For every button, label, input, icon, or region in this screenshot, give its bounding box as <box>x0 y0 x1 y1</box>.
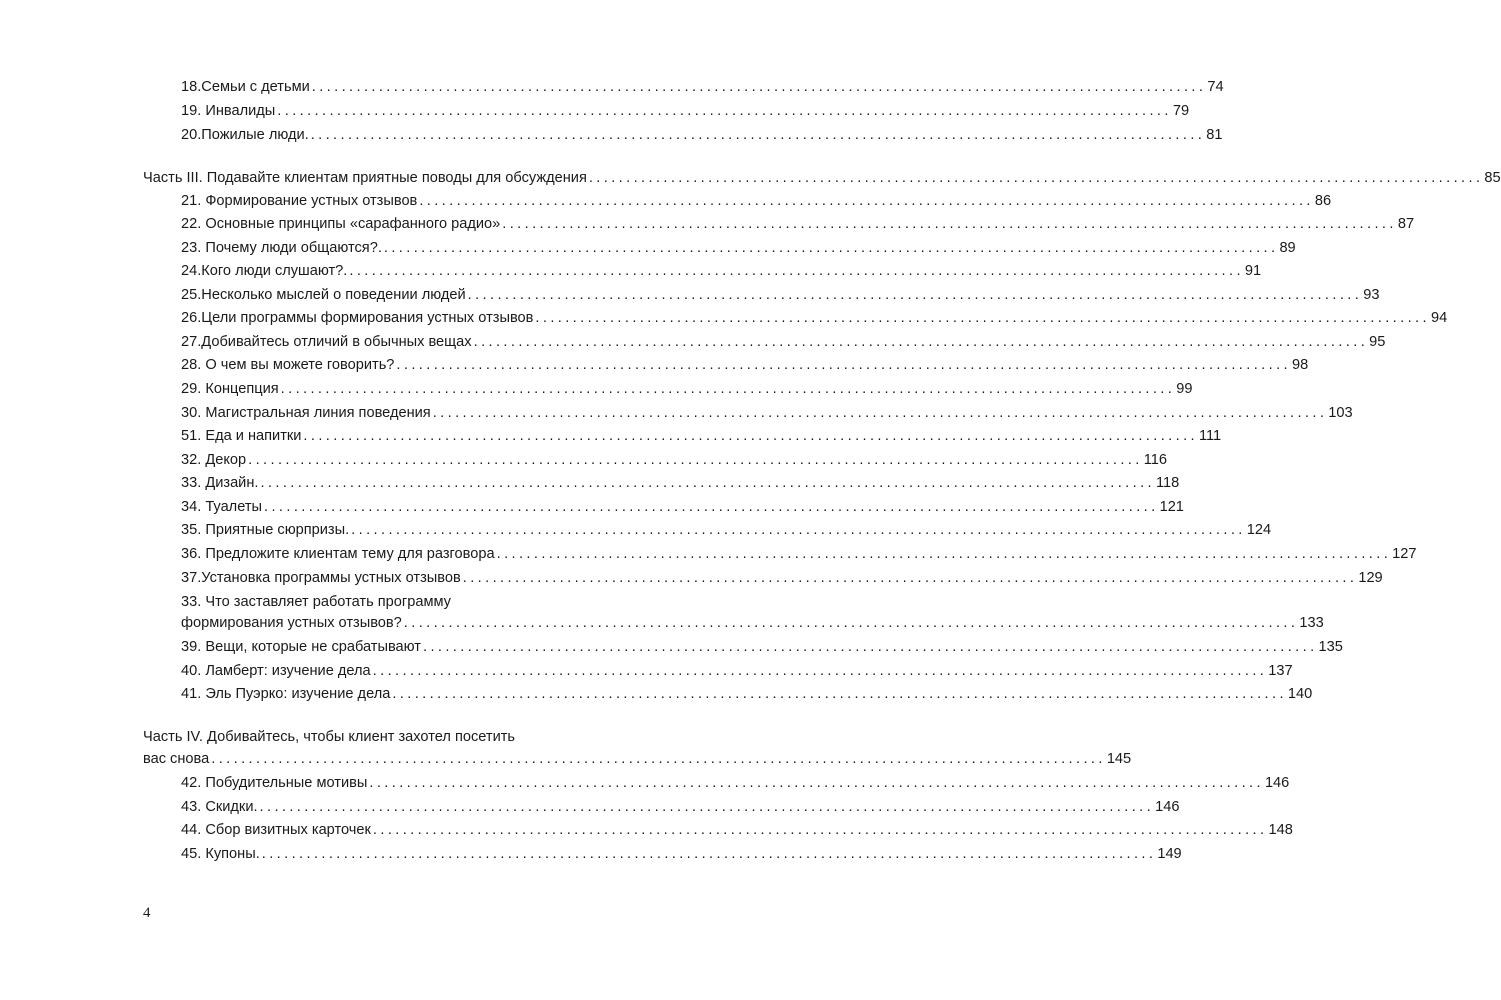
toc-entry-title: 36. Предложите клиентам тему для разговора <box>181 546 495 562</box>
toc-entry <box>181 567 1383 589</box>
toc-entry-title: 26.Цели программы формирования устных отзывов <box>181 310 534 326</box>
toc-entry-page: 146 <box>1264 775 1290 791</box>
toc-entry-page: 140 <box>1287 686 1313 702</box>
toc-leader: ........................................................................................................................ <box>467 287 1363 303</box>
toc-entry-title: 39. Вещи, которые не срабатывают <box>181 639 421 655</box>
toc-leader: ........................................................................................................................ <box>422 639 1318 655</box>
toc-entry-page: 149 <box>1157 846 1182 862</box>
toc-entry-page: 91 <box>1244 263 1262 279</box>
toc-entry <box>181 683 1313 705</box>
toc-leader: ........................................................................................................................ <box>383 240 1279 256</box>
toc-entry-page: 133 <box>1299 615 1324 631</box>
toc-entry-page: 74 <box>1207 79 1224 95</box>
toc-entry-title: 32. Декор <box>181 452 247 468</box>
toc-entry <box>181 772 1290 794</box>
toc-entry-title: 44. Сбор визитных карточек <box>181 822 371 838</box>
toc-part-title-continued: вас снова <box>143 751 210 767</box>
toc-leader: ........................................................................................................................ <box>403 615 1299 631</box>
toc-entry <box>181 496 1184 518</box>
toc-entry <box>181 660 1293 682</box>
toc-leader: ........................................................................................................................ <box>349 263 1244 279</box>
toc-entry-page: 86 <box>1314 193 1332 209</box>
toc-entry-title: 23. Почему люди общаются?. <box>181 240 382 256</box>
toc-leader: ........................................................................................................................ <box>351 522 1246 538</box>
toc-entry-title: 33. Что заставляет работать программу <box>181 594 451 610</box>
toc-entry-page: 121 <box>1159 499 1184 515</box>
toc-entry <box>181 819 1293 841</box>
toc-entry-title: 22. Основные принципы «сарафанного радио» <box>181 216 501 232</box>
toc-entry <box>181 472 1180 494</box>
toc-entry-title: 45. Купоны. <box>181 846 260 862</box>
toc-leader: ........................................................................................................................ <box>311 79 1207 95</box>
toc-part-page: 85 <box>1484 170 1501 186</box>
toc-entry-page: 103 <box>1328 405 1353 421</box>
toc-entry <box>181 425 1222 447</box>
toc-leader: ........................................................................................................................ <box>535 310 1430 326</box>
toc-leader: ........................................................................................................................ <box>303 428 1198 444</box>
toc-entry <box>181 636 1343 658</box>
toc-entry-title: 30. Магистральная линия поведения <box>181 405 431 421</box>
toc-leader: ........................................................................................................................ <box>277 103 1172 119</box>
toc-part-title: Часть III. Подавайте клиентам приятные поводы для обсуждения <box>143 170 587 186</box>
toc-entry <box>181 378 1193 400</box>
toc-leader: ........................................................................................................................ <box>259 799 1155 815</box>
toc-leader: ........................................................................................................................ <box>310 127 1206 143</box>
toc-entry-page: 79 <box>1172 103 1190 119</box>
toc-entry-title: 41. Эль Пуэрко: изучение дела <box>181 686 391 702</box>
toc-entry-title: 33. Дизайн. <box>181 475 259 491</box>
toc-entry-title: 25.Несколько мыслей о поведении людей <box>181 287 466 303</box>
toc-entry-title: 21. Формирование устных отзывов <box>181 193 418 209</box>
toc-entry <box>181 76 1224 98</box>
toc-entry <box>181 213 1415 235</box>
toc-entry-title: 28. О чем вы можете говорить? <box>181 357 395 373</box>
toc-entry-page: 95 <box>1369 334 1386 350</box>
toc-entry-page: 146 <box>1155 799 1180 815</box>
toc-entry-page: 94 <box>1430 310 1448 326</box>
toc-entry-title-continued: формирования устных отзывов? <box>181 615 402 631</box>
toc-leader: ........................................................................................................................ <box>432 405 1328 421</box>
toc-leader: ........................................................................................................................ <box>264 499 1159 515</box>
toc-entry <box>181 796 1180 818</box>
toc-entry <box>181 612 1324 634</box>
toc-entry <box>181 331 1386 353</box>
toc-entry <box>181 284 1380 306</box>
toc-leader: ........................................................................................................................ <box>260 475 1156 491</box>
toc-entry-title: 19. Инвалиды <box>181 103 276 119</box>
toc-entry-page: 98 <box>1291 357 1309 373</box>
toc-leader: ........................................................................................................................ <box>372 663 1268 679</box>
toc-entry <box>181 124 1223 146</box>
toc-part-heading-continued <box>143 748 1132 770</box>
toc-entry <box>181 402 1353 424</box>
toc-entry <box>181 843 1182 865</box>
toc-leader: ........................................................................................................................ <box>588 170 1484 186</box>
toc-entry <box>181 307 1448 329</box>
toc-entry <box>181 354 1309 376</box>
toc-entry-page: 124 <box>1246 522 1272 538</box>
toc-entry-first-line <box>181 591 650 613</box>
page-number: 4 <box>143 905 151 921</box>
toc-leader: ........................................................................................................................ <box>462 570 1358 586</box>
toc-entry <box>181 519 1272 541</box>
toc-entry <box>181 449 1167 471</box>
toc-part-title: Часть IV. Добивайтесь, чтобы клиент захотел посетить <box>143 729 516 745</box>
toc-part-heading <box>143 726 650 748</box>
toc-entry <box>181 237 1296 259</box>
toc-entry-page: 93 <box>1363 287 1380 303</box>
toc-leader: ........................................................................................................................ <box>392 686 1287 702</box>
toc-entry-page: 137 <box>1268 663 1293 679</box>
toc-part-heading <box>143 167 1501 189</box>
toc-entry-title: 27.Добивайтесь отличий в обычных вещах <box>181 334 472 350</box>
toc-entry <box>181 543 1417 565</box>
toc-leader: ........................................................................................................................ <box>211 751 1106 767</box>
toc-leader: ........................................................................................................................ <box>396 357 1291 373</box>
toc-part-page: 145 <box>1106 751 1132 767</box>
toc-entry-page: 99 <box>1176 381 1193 397</box>
toc-leader: ........................................................................................................................ <box>502 216 1397 232</box>
toc-entry-page: 118 <box>1156 475 1180 491</box>
toc-entry-page: 111 <box>1198 428 1222 444</box>
toc-entry-title: 20.Пожилые люди. <box>181 127 309 143</box>
toc-leader: ........................................................................................................................ <box>369 775 1264 791</box>
toc-entry-page: 89 <box>1279 240 1296 256</box>
toc-entry-title: 42. Побудительные мотивы <box>181 775 368 791</box>
toc-entry-title: 24.Кого люди слушают?. <box>181 263 348 279</box>
toc-entry-title: 18.Семьи с детьми <box>181 79 310 95</box>
toc-entry-page: 127 <box>1392 546 1417 562</box>
toc-entry-page: 148 <box>1268 822 1293 838</box>
toc-leader: ........................................................................................................................ <box>372 822 1268 838</box>
toc-leader: ........................................................................................................................ <box>261 846 1157 862</box>
toc-leader: ........................................................................................................................ <box>248 452 1143 468</box>
toc-leader: ........................................................................................................................ <box>419 193 1314 209</box>
toc-leader: ........................................................................................................................ <box>496 546 1392 562</box>
toc-leader: ........................................................................................................................ <box>280 381 1176 397</box>
toc-leader: ........................................................................................................................ <box>473 334 1369 350</box>
toc-entry-title: 43. Скидки. <box>181 799 258 815</box>
toc-entry-title: 29. Концепция <box>181 381 279 397</box>
toc-entry-page: 135 <box>1318 639 1343 655</box>
toc-entry-title: 34. Туалеты <box>181 499 263 515</box>
toc-entry-page: 81 <box>1206 127 1223 143</box>
toc-entry <box>181 260 1262 282</box>
toc-entry-page: 116 <box>1143 452 1167 468</box>
toc-entry-title: 35. Приятные сюрпризы. <box>181 522 350 538</box>
toc-entry <box>181 100 1190 122</box>
toc-entry-page: 129 <box>1358 570 1383 586</box>
toc-entry <box>181 190 1332 212</box>
toc-entry-title: 51. Еда и напитки <box>181 428 302 444</box>
toc-entry-page: 87 <box>1397 216 1415 232</box>
toc-entry-title: 40. Ламберт: изучение дела <box>181 663 371 679</box>
toc-entry-title: 37.Установка программы устных отзывов <box>181 570 461 586</box>
